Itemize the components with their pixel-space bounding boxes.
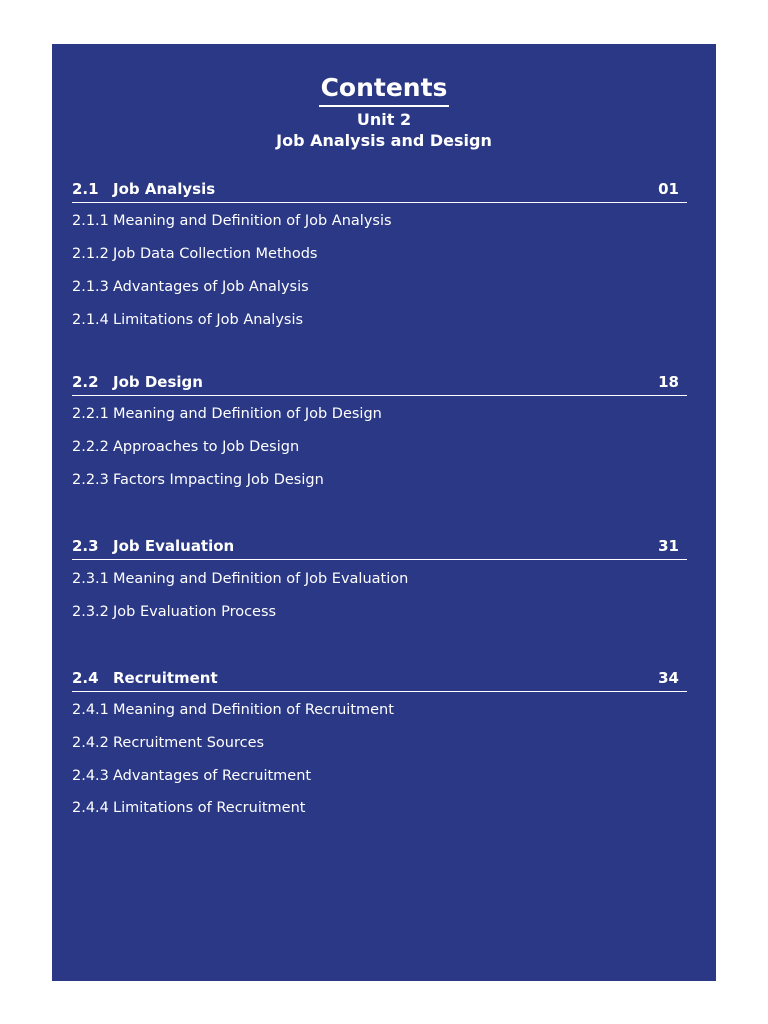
- item-number: 2.4.1: [72, 702, 109, 718]
- toc-item[interactable]: [72, 243, 687, 265]
- item-title: Advantages of Job Analysis: [113, 279, 309, 295]
- contents-heading: [0, 72, 768, 107]
- toc-item[interactable]: [72, 276, 687, 298]
- item-title: Approaches to Job Design: [113, 439, 300, 455]
- toc-item[interactable]: [72, 469, 687, 491]
- toc-item[interactable]: [72, 210, 687, 232]
- section-heading[interactable]: [72, 371, 687, 396]
- section-heading[interactable]: [72, 178, 687, 203]
- toc-item[interactable]: [72, 699, 687, 721]
- item-title: Job Evaluation Process: [113, 604, 277, 620]
- item-number: 2.1.4: [72, 312, 109, 328]
- section-title: Job Analysis: [113, 180, 216, 198]
- item-title: Meaning and Definition of Recruitment: [113, 702, 394, 718]
- item-title: Factors Impacting Job Design: [113, 472, 324, 488]
- item-number: 2.1.3: [72, 279, 109, 295]
- item-title: Meaning and Definition of Job Evaluation: [113, 571, 409, 587]
- section-page-number: 34: [658, 669, 679, 687]
- item-title: Job Data Collection Methods: [113, 246, 318, 262]
- section-number: 2.1: [72, 180, 99, 198]
- section-page-number: 31: [658, 537, 679, 555]
- item-title: Meaning and Definition of Job Analysis: [113, 213, 392, 229]
- item-number: 2.3.1: [72, 571, 109, 587]
- item-number: 2.2.1: [72, 406, 109, 422]
- item-number: 2.2.2: [72, 439, 109, 455]
- item-number: 2.4.4: [72, 800, 109, 816]
- section-heading[interactable]: [72, 667, 687, 692]
- item-title: Advantages of Recruitment: [113, 768, 312, 784]
- section-title: Job Evaluation: [113, 537, 235, 555]
- item-number: 2.3.2: [72, 604, 109, 620]
- section-number: 2.3: [72, 537, 99, 555]
- item-title: Meaning and Definition of Job Design: [113, 406, 382, 422]
- unit-label: Unit 2: [356, 110, 412, 129]
- section-number: 2.2: [72, 373, 99, 391]
- item-number: 2.2.3: [72, 472, 109, 488]
- toc-item[interactable]: [72, 436, 687, 458]
- toc-item[interactable]: [72, 601, 687, 623]
- item-title: Limitations of Recruitment: [113, 800, 306, 816]
- section-number: 2.4: [72, 669, 99, 687]
- section-title: Job Design: [113, 373, 203, 391]
- section-title: Recruitment: [113, 669, 218, 687]
- section-heading[interactable]: [72, 535, 687, 560]
- toc-item[interactable]: [72, 765, 687, 787]
- item-number: 2.4.3: [72, 768, 109, 784]
- item-title: Limitations of Job Analysis: [113, 312, 304, 328]
- unit-title: Job Analysis and Design: [276, 131, 492, 150]
- toc-item[interactable]: [72, 797, 687, 819]
- contents-title: Contents: [319, 72, 450, 107]
- toc-item[interactable]: [72, 403, 687, 425]
- section-page-number: 18: [658, 373, 679, 391]
- item-number: 2.1.2: [72, 246, 109, 262]
- toc-item[interactable]: [72, 568, 687, 590]
- section-page-number: 01: [658, 180, 679, 198]
- item-title: Recruitment Sources: [113, 735, 265, 751]
- item-number: 2.1.1: [72, 213, 109, 229]
- item-number: 2.4.2: [72, 735, 109, 751]
- toc-item[interactable]: [72, 732, 687, 754]
- toc-item[interactable]: [72, 309, 687, 331]
